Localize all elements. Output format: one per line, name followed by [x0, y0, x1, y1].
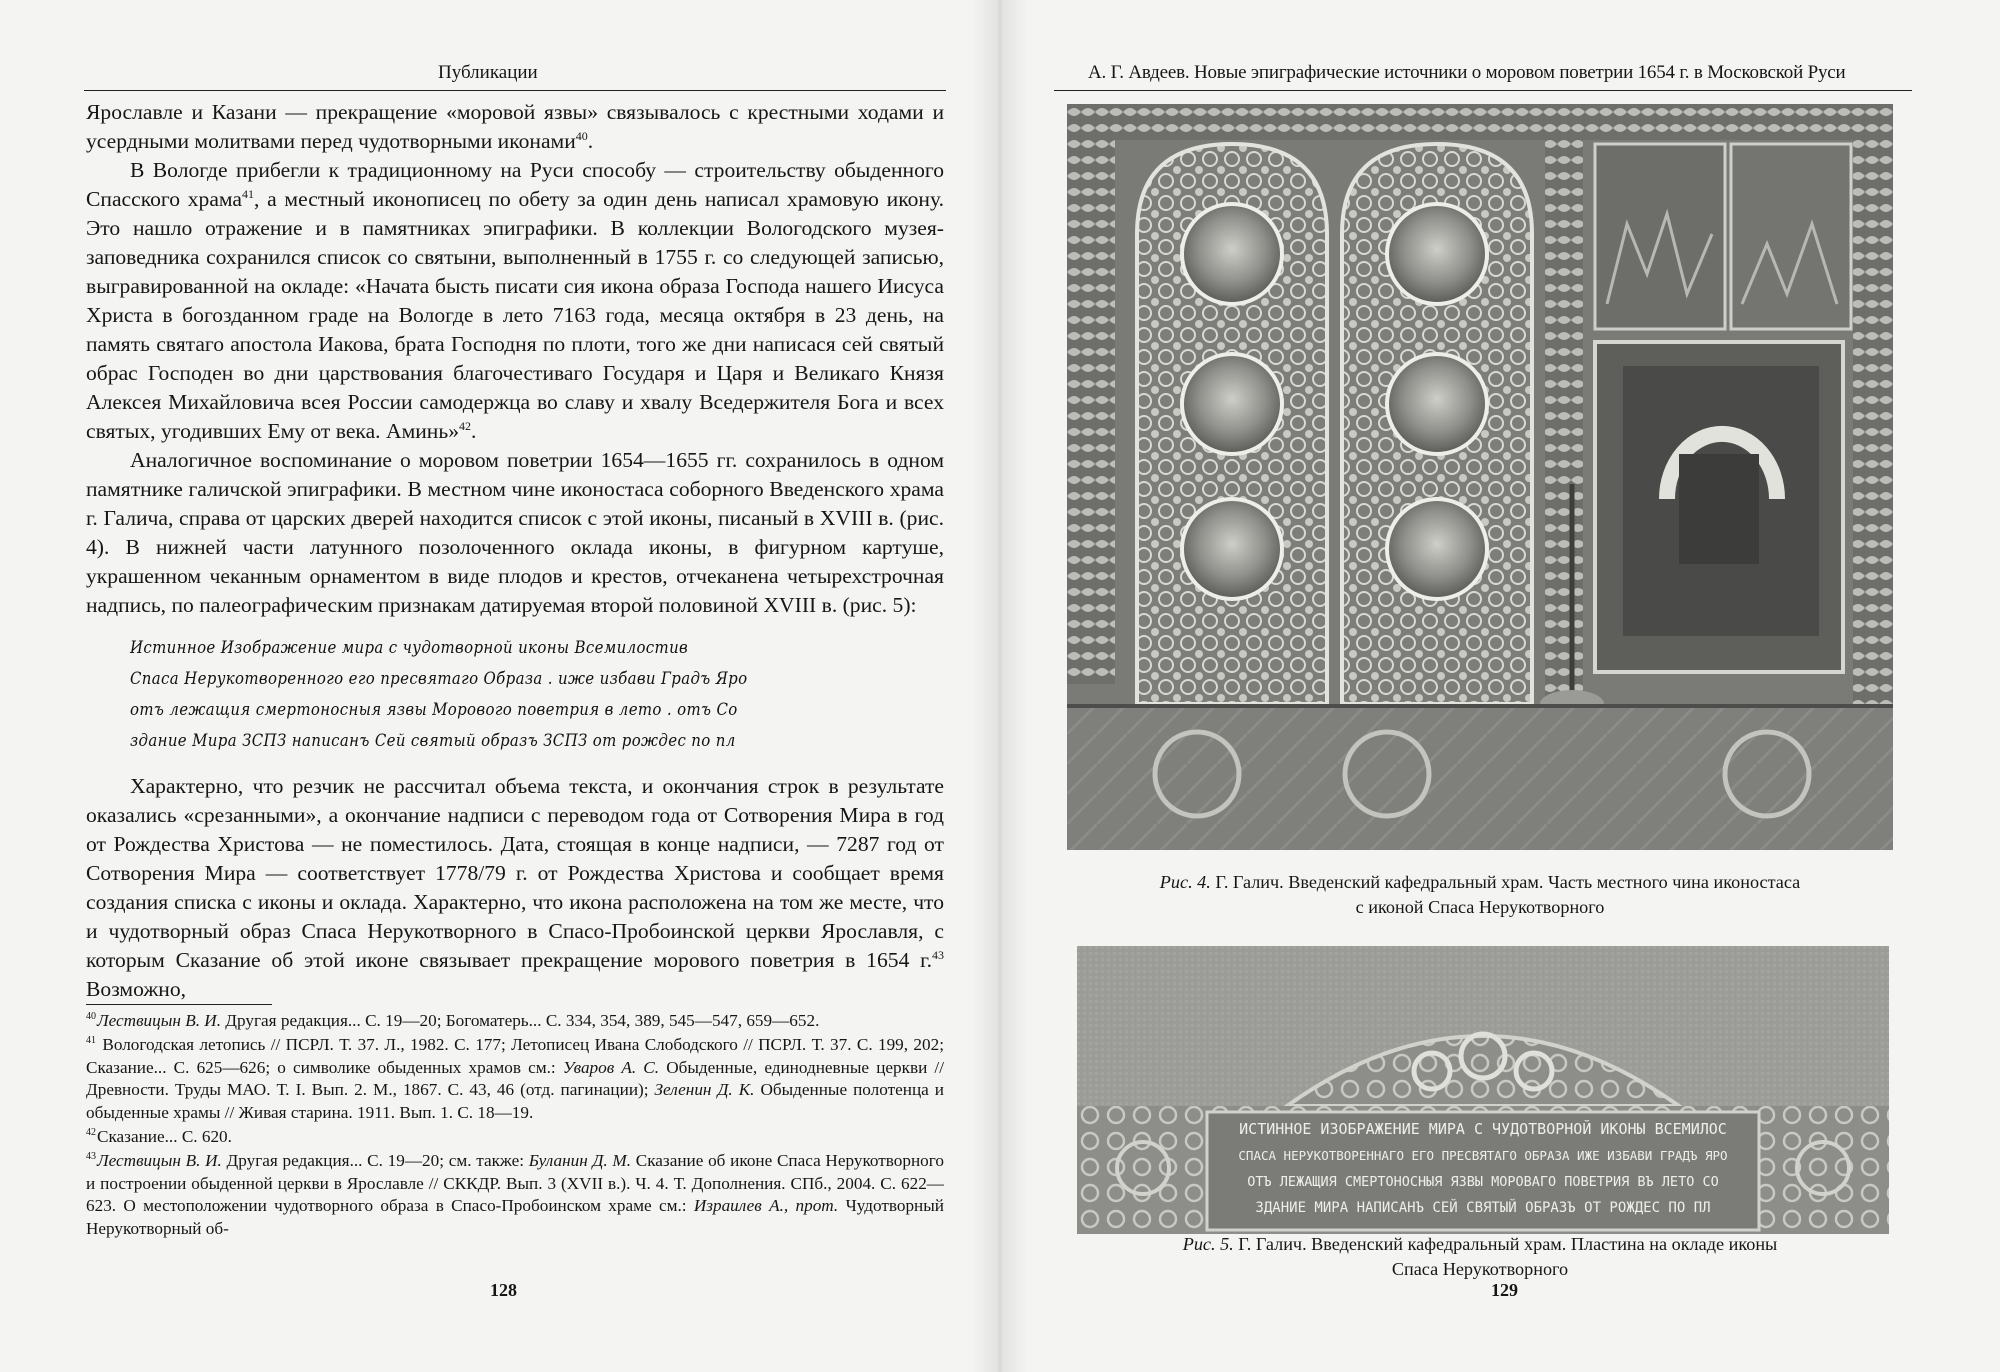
- plate-inscription-line: СПАСА НЕРУКОТВОРЕННАГО ЕГО ПРЕСВЯТАГО ОБРАЗА ИЖЕ ИЗБАВИ ГРАДЪ ЯРО: [1238, 1148, 1728, 1163]
- paragraph-1: [86, 98, 944, 156]
- footnote-text: Обыденные, единодневные церкви // Древности. Труды МАО. Т. I. Вып. 2. М., 1867. С. 43, 46 (отд. пагинации);: [86, 1057, 944, 1100]
- figure-5-plate-photo: [1077, 946, 1889, 1234]
- footnote-author: Лествицын В. И.: [97, 1151, 222, 1171]
- figure-5-caption-line-2: Спаса Нерукотворного: [1391, 1259, 1569, 1279]
- footnote-number: 42: [86, 1127, 96, 1139]
- footnote-number: 41: [86, 1035, 96, 1047]
- footnote-author: Лествицын В. И.: [97, 1011, 221, 1030]
- inscription-line: здание Мира ЗСПЗ написанъ Сей святый образъ ЗСПЗ от рождес по пл: [130, 731, 736, 751]
- paragraph-1-tail: .: [587, 129, 594, 153]
- paragraph-1-text: Ярославле и Казани — прекращение «моровой язвы» связывалось с крестными ходами и усердными молитвами перед чудотворными иконами: [86, 100, 944, 153]
- footnote-author: Израилев А., прот.: [693, 1196, 839, 1216]
- book-gutter-shadow: [972, 0, 1028, 1372]
- footnote-rule: [86, 1004, 272, 1005]
- paragraph-4-tail: Возможно,: [86, 977, 187, 1001]
- paragraph-2-tail: , а местный иконописец по обету за один день написал храмовую икону. Это нашло отражение и в памятниках эпиграфики. В коллекции Вологодского музея-заповедника сохранился список со святыни, выполненный в 1755 г. со следующей записью, выгравированной на окладе: «Начата бысть писати сия икона образа Господа нашего Иисуса Христа в богозданном граде на Вологде в лето 7163 года, месяца октября в 23 день, на память святаго апостола Иакова, брата Господня по плоти, того же дни написася сей святый обрас Господен во дни царствования благочестиваго Государя и Царя и Великаго Князя Алексея Михайловича всея России самодержца во славу и хвалу Вседержителя Бога и всех святых, угодивших Ему от века. Аминь»: [86, 187, 944, 443]
- figure-5-label: Рис. 5.: [1182, 1234, 1234, 1254]
- figure-5-caption-text: Г. Галич. Введенский кафедральный храм. Пластина на окладе иконы: [1233, 1234, 1778, 1254]
- footnote-ref-42[interactable]: 42: [459, 418, 471, 433]
- right-header-rule: [1054, 90, 1912, 91]
- footnotes: [86, 1010, 944, 1242]
- plate-inscription-line: ЗДАНИЕ МИРА НАПИСАНЪ СЕЙ СВЯТЫЙ ОБРАЗЪ ОТ РОЖДЕС ПО ПЛ: [1255, 1200, 1711, 1216]
- iconostasis-illustration: [1067, 104, 1893, 850]
- footnote-number: 43: [86, 1151, 96, 1163]
- plate-illustration: [1077, 946, 1889, 1234]
- footnote-text: Обыденные полотенца и обыденные храмы // Живая старина. 1911. Вып. 1. С. 18—19.: [86, 1080, 944, 1122]
- figure-4-caption-line-2: с иконой Спаса Нерукотворного: [1355, 897, 1605, 917]
- plate-inscription-line: ИСТИННОЕ ИЗОБРАЖЕНИЕ МИРА С ЧУДОТВОРНОЙ ИКОНЫ ВСЕМИЛОС: [1239, 1120, 1727, 1138]
- figure-4-label: Рис. 4.: [1159, 872, 1211, 892]
- footnote-text: Сказание об иконе Спаса Нерукотворного и построении обыденной церкви в Ярославле // СККДР. Вып. 3 (XVII в.). Ч. 4. Т. Дополнения. СПб., 2004. С. 622—623. О местоположении чудотворного образа в Спасо-Пробоинском храме см.:: [86, 1151, 944, 1216]
- footnote-ref-43[interactable]: 43: [932, 947, 944, 962]
- footnote-42: [86, 1126, 944, 1149]
- footnote-ref-41[interactable]: 41: [242, 186, 255, 201]
- footnote-author: Зеленин Д. К.: [654, 1080, 755, 1100]
- footnote-40: [86, 1010, 944, 1033]
- footnote-author: Буланин Д. М.: [528, 1151, 632, 1171]
- right-running-head: А. Г. Авдеев. Новые эпиграфические источники о моровом поветрии 1654 г. в Московской Руси: [1088, 62, 1846, 83]
- footnote-43: [86, 1150, 944, 1240]
- paragraph-2: [86, 156, 944, 446]
- footnote-text: Другая редакция... С. 19—20; Богоматерь... С. 334, 354, 389, 545—547, 659—652.: [221, 1011, 820, 1030]
- paragraph-4-text: Характерно, что резчик не рассчитал объема текста, и окончания строк в результате оказались «срезанными», а окончание надписи с переводом года от Сотворения Мира в год от Рождества Христова — не поместилось. Дата, стоящая в конце надписи, — 7287 год от Сотворения Мира — соответствует 1778/79 г. от Рождества Христова и сообщает время создания списка с иконы и оклада. Характерно, что икона расположена на том же месте, что и чудотворный образ Спаса Нерукотворного в Спасо-Пробоинской церкви Ярославля, с которым Сказание об этой иконе связывает прекращение морового поветрия в 1654 г.: [86, 774, 944, 972]
- plate-inscription-line: ОТЪ ЛЕЖАЩИЯ СМЕРТОНОСНЫЯ ЯЗВЫ МОРОВАГО ПОВЕТРИЯ ВЪ ЛЕТО СО: [1247, 1174, 1719, 1190]
- figure-5-caption: [1060, 1232, 1900, 1282]
- footnote-41: [86, 1034, 944, 1124]
- paragraph-4: [86, 772, 944, 1004]
- old-slavonic-inscription: [130, 633, 748, 757]
- page-number-right: 129: [1491, 1280, 1518, 1300]
- paragraph-2-tail2: .: [471, 419, 477, 443]
- footnote-text: Чудотворный Нерукотворный об-: [86, 1196, 944, 1238]
- footnote-number: 40: [86, 1011, 96, 1023]
- footnote-text: Другая редакция... С. 19—20; см. также:: [221, 1151, 529, 1171]
- footnote-author: Уваров А. С.: [562, 1057, 660, 1077]
- page-number-left: 128: [490, 1280, 517, 1300]
- left-body-text-bottom: [86, 772, 944, 1004]
- footnote-text: Вологодская летопись // ПСРЛ. Т. 37. Л., 1982. С. 177; Летописец Ивана Слободского // ПСРЛ. Т. 37. С. 199, 202; Сказание... С. 625—626; о символике обыденных храмов см.:: [86, 1035, 944, 1077]
- paragraph-3: Аналогичное воспоминание о моровом поветрии 1654—1655 гг. сохранилось в одном памятнике галичской эпиграфики. В местном чине иконостаса соборного Введенского храма г. Галича, справа от царских дверей находится список с этой иконы, писаный в XVIII в. (рис. 4). В нижней части латунного позолоченного оклада иконы, в фигурном картуше, украшенном чеканным орнаментом в виде плодов и крестов, отчеканена четырехстрочная надпись, по палеографическим признакам датируемая второй половиной XVIII в. (рис. 5):: [86, 448, 944, 617]
- figure-4-caption: [1060, 870, 1900, 920]
- left-body-text-top: [86, 98, 944, 620]
- paragraph-2-text: В Вологде прибегли к традиционному на Руси способу — строительству обыденного Спасского храма: [86, 158, 944, 211]
- inscription-line: Истинное Изображение мира с чудотворной иконы Всемилостив: [130, 638, 689, 658]
- inscription-line: Спаса Нерукотворенного его пресвятаго Образа . иже избави Градъ Яро: [130, 669, 748, 689]
- left-header-rule: [84, 90, 946, 91]
- figure-4-iconostasis-photo: [1067, 104, 1893, 850]
- inscription-line: отъ лежащия смертоносныя язвы Морового поветрия в лето . отъ Со: [130, 700, 738, 720]
- figure-5-caption-line-1: [1060, 1232, 1900, 1257]
- figure-4-caption-text: Г. Галич. Введенский кафедральный храм. Часть местного чина иконостаса: [1210, 872, 1801, 892]
- footnote-ref-40[interactable]: 40: [575, 128, 588, 143]
- footnote-text: Сказание... С. 620.: [97, 1126, 232, 1146]
- left-running-head: Публикации: [438, 62, 538, 83]
- figure-4-caption-line-1: [1060, 870, 1900, 895]
